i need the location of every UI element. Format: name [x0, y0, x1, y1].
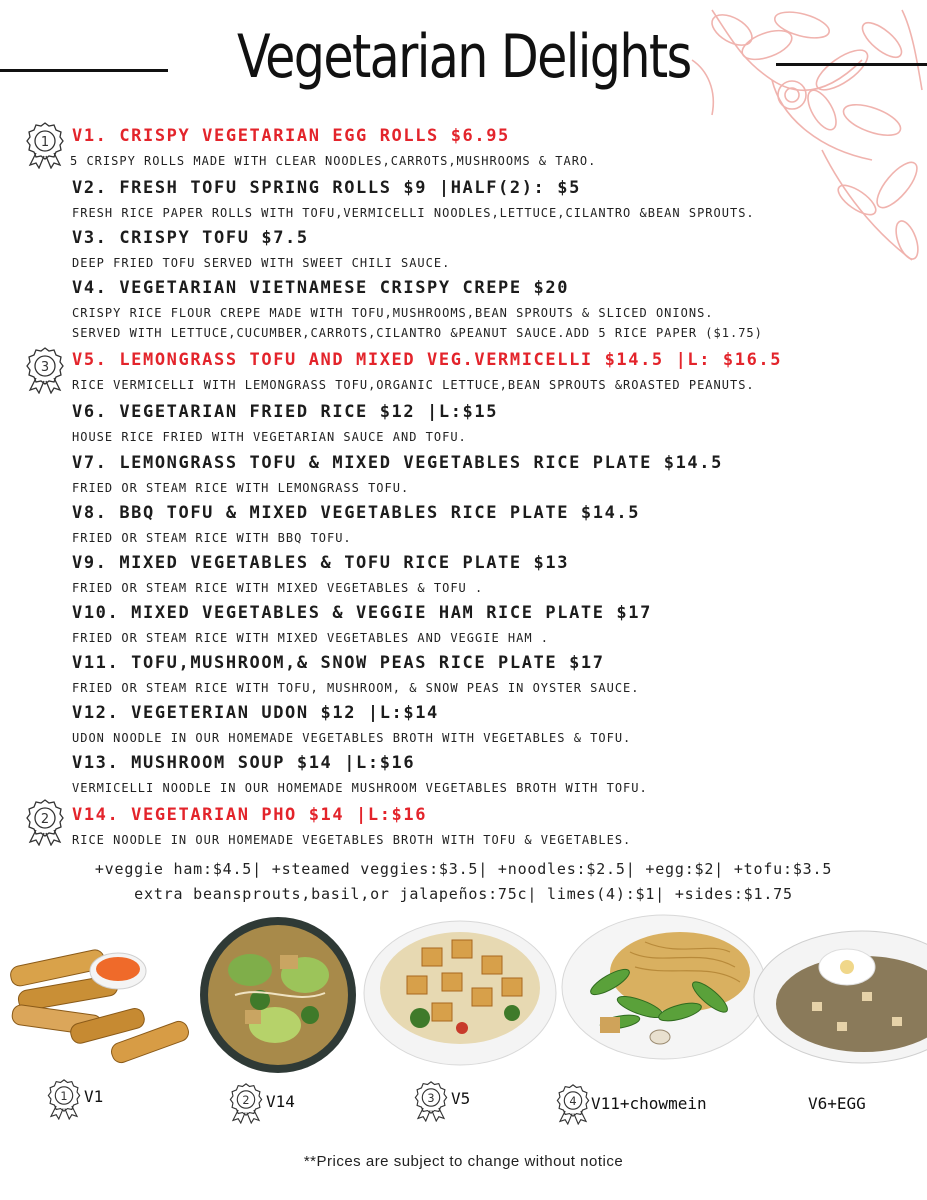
- award-ribbon-icon: [22, 121, 68, 169]
- item-title: V10. MIXED VEGETABLES & VEGGIE HAM RICE PLATE $17: [72, 603, 652, 623]
- menu-item-v13: [72, 753, 927, 798]
- item-description: FRIED OR STEAM RICE WITH MIXED VEGETABLES & TOFU .: [72, 581, 484, 595]
- item-description: RICE NOODLE IN OUR HOMEMADE VEGETABLES BROTH WITH TOFU & VEGETABLES.: [72, 833, 632, 847]
- tofu-snow-peas-chowmein-photo: [560, 912, 768, 1062]
- item-title: V13. MUSHROOM SOUP $14 |L:$16: [72, 753, 416, 773]
- svg-text:3: 3: [427, 1091, 435, 1105]
- award-ribbon-icon: [553, 1083, 593, 1125]
- menu-item-v9: [72, 553, 927, 598]
- item-description: 5 CRISPY ROLLS MADE WITH CLEAR NOODLES,CARROTS,MUSHROOMS & TARO.: [70, 154, 597, 168]
- item-title: V12. VEGETERIAN UDON $12 |L:$14: [72, 703, 439, 723]
- menu-item-v5: [72, 350, 927, 395]
- menu-item-v4: [72, 278, 927, 343]
- price-disclaimer: **Prices are subject to change without notice: [303, 1153, 624, 1170]
- item-title: V5. LEMONGRASS TOFU AND MIXED VEG.VERMICELLI $14.5 |L: $16.5: [72, 350, 783, 370]
- svg-text:2: 2: [40, 812, 50, 827]
- menu-item-v11: [72, 653, 927, 698]
- item-description: CRISPY RICE FLOUR CREPE MADE WITH TOFU,MUSHROOMS,BEAN SPROUTS & SLICED ONIONS.: [72, 306, 714, 320]
- menu-item-v7: [72, 453, 927, 498]
- item-title: V2. FRESH TOFU SPRING ROLLS $9 |HALF(2): $5: [72, 178, 581, 198]
- item-description: FRIED OR STEAM RICE WITH TOFU, MUSHROOM, & SNOW PEAS IN OYSTER SAUCE.: [72, 681, 640, 695]
- award-ribbon-icon: [22, 798, 68, 846]
- pho-photo: [195, 915, 361, 1075]
- photo-caption: V11+chowmein: [591, 1094, 707, 1113]
- item-description: FRIED OR STEAM RICE WITH LEMONGRASS TOFU.: [72, 481, 410, 495]
- item-description: UDON NOODLE IN OUR HOMEMADE VEGETABLES BROTH WITH VEGETABLES & TOFU.: [72, 731, 632, 745]
- add-ons-line: +veggie ham:$4.5| +steamed veggies:$3.5| +noodles:$2.5| +egg:$2| +tofu:$3.5: [94, 860, 833, 878]
- svg-text:3: 3: [40, 360, 50, 375]
- item-description: HOUSE RICE FRIED WITH VEGETARIAN SAUCE AND TOFU.: [72, 430, 467, 444]
- svg-text:2: 2: [242, 1093, 250, 1107]
- menu-item-v8: [72, 503, 927, 548]
- item-description: DEEP FRIED TOFU SERVED WITH SWEET CHILI SAUCE.: [72, 256, 451, 270]
- item-title: V6. VEGETARIAN FRIED RICE $12 |L:$15: [72, 402, 499, 422]
- item-description: RICE VERMICELLI WITH LEMONGRASS TOFU,ORGANIC LETTUCE,BEAN SPROUTS &ROASTED PEANUTS.: [72, 378, 755, 392]
- item-title: V9. MIXED VEGETABLES & TOFU RICE PLATE $13: [72, 553, 570, 573]
- photo-caption: V5: [451, 1089, 471, 1108]
- item-description: FRIED OR STEAM RICE WITH BBQ TOFU.: [72, 531, 352, 545]
- menu-item-v14: [72, 805, 927, 850]
- item-description: VERMICELLI NOODLE IN OUR HOMEMADE MUSHROOM VEGETABLES BROTH WITH TOFU.: [72, 781, 648, 795]
- svg-text:4: 4: [569, 1094, 577, 1108]
- item-title: V11. TOFU,MUSHROOM,& SNOW PEAS RICE PLATE $17: [72, 653, 605, 673]
- award-ribbon-icon: [22, 346, 68, 394]
- item-title: V3. CRISPY TOFU $7.5: [72, 228, 309, 248]
- award-ribbon-icon: [226, 1082, 266, 1124]
- item-title: V14. VEGETARIAN PHO $14 |L:$16: [72, 805, 428, 825]
- menu-item-v12: [72, 703, 927, 748]
- item-title: V1. CRISPY VEGETARIAN EGG ROLLS $6.95: [72, 126, 510, 146]
- item-title: V4. VEGETARIAN VIETNAMESE CRISPY CREPE $20: [72, 278, 570, 298]
- photo-caption: V1: [84, 1087, 104, 1106]
- item-title: V7. LEMONGRASS TOFU & MIXED VEGETABLES RICE PLATE $14.5: [72, 453, 723, 473]
- egg-rolls-photo: [0, 928, 196, 1068]
- svg-text:1: 1: [40, 135, 50, 150]
- menu-item-v6: [72, 402, 927, 447]
- item-description: FRIED OR STEAM RICE WITH MIXED VEGETABLES AND VEGGIE HAM .: [72, 631, 550, 645]
- fried-rice-egg-photo: [752, 922, 927, 1072]
- add-ons-line: extra beansprouts,basil,or jalapeños:75c| limes(4):$1| +sides:$1.75: [134, 885, 793, 903]
- lemongrass-tofu-vermicelli-photo: [362, 918, 558, 1068]
- award-ribbon-icon: [44, 1078, 84, 1120]
- photo-caption: V14: [266, 1092, 295, 1111]
- menu-item-v1: [72, 126, 927, 171]
- menu-item-v3: [72, 228, 927, 273]
- photo-caption: V6+EGG: [808, 1094, 866, 1113]
- menu-item-v2: [72, 178, 927, 223]
- svg-text:1: 1: [60, 1089, 68, 1103]
- item-title: V8. BBQ TOFU & MIXED VEGETABLES RICE PLATE $14.5: [72, 503, 641, 523]
- menu-item-v10: [72, 603, 927, 648]
- item-description: FRESH RICE PAPER ROLLS WITH TOFU,VERMICELLI NOODLES,LETTUCE,CILANTRO &BEAN SPROUTS.: [72, 206, 755, 220]
- page-title: Vegetarian Delights: [236, 22, 691, 92]
- award-ribbon-icon: [411, 1080, 451, 1122]
- item-description: SERVED WITH LETTUCE,CUCUMBER,CARROTS,CILANTRO &PEANUT SAUCE.ADD 5 RICE PAPER ($1.75): [72, 326, 763, 340]
